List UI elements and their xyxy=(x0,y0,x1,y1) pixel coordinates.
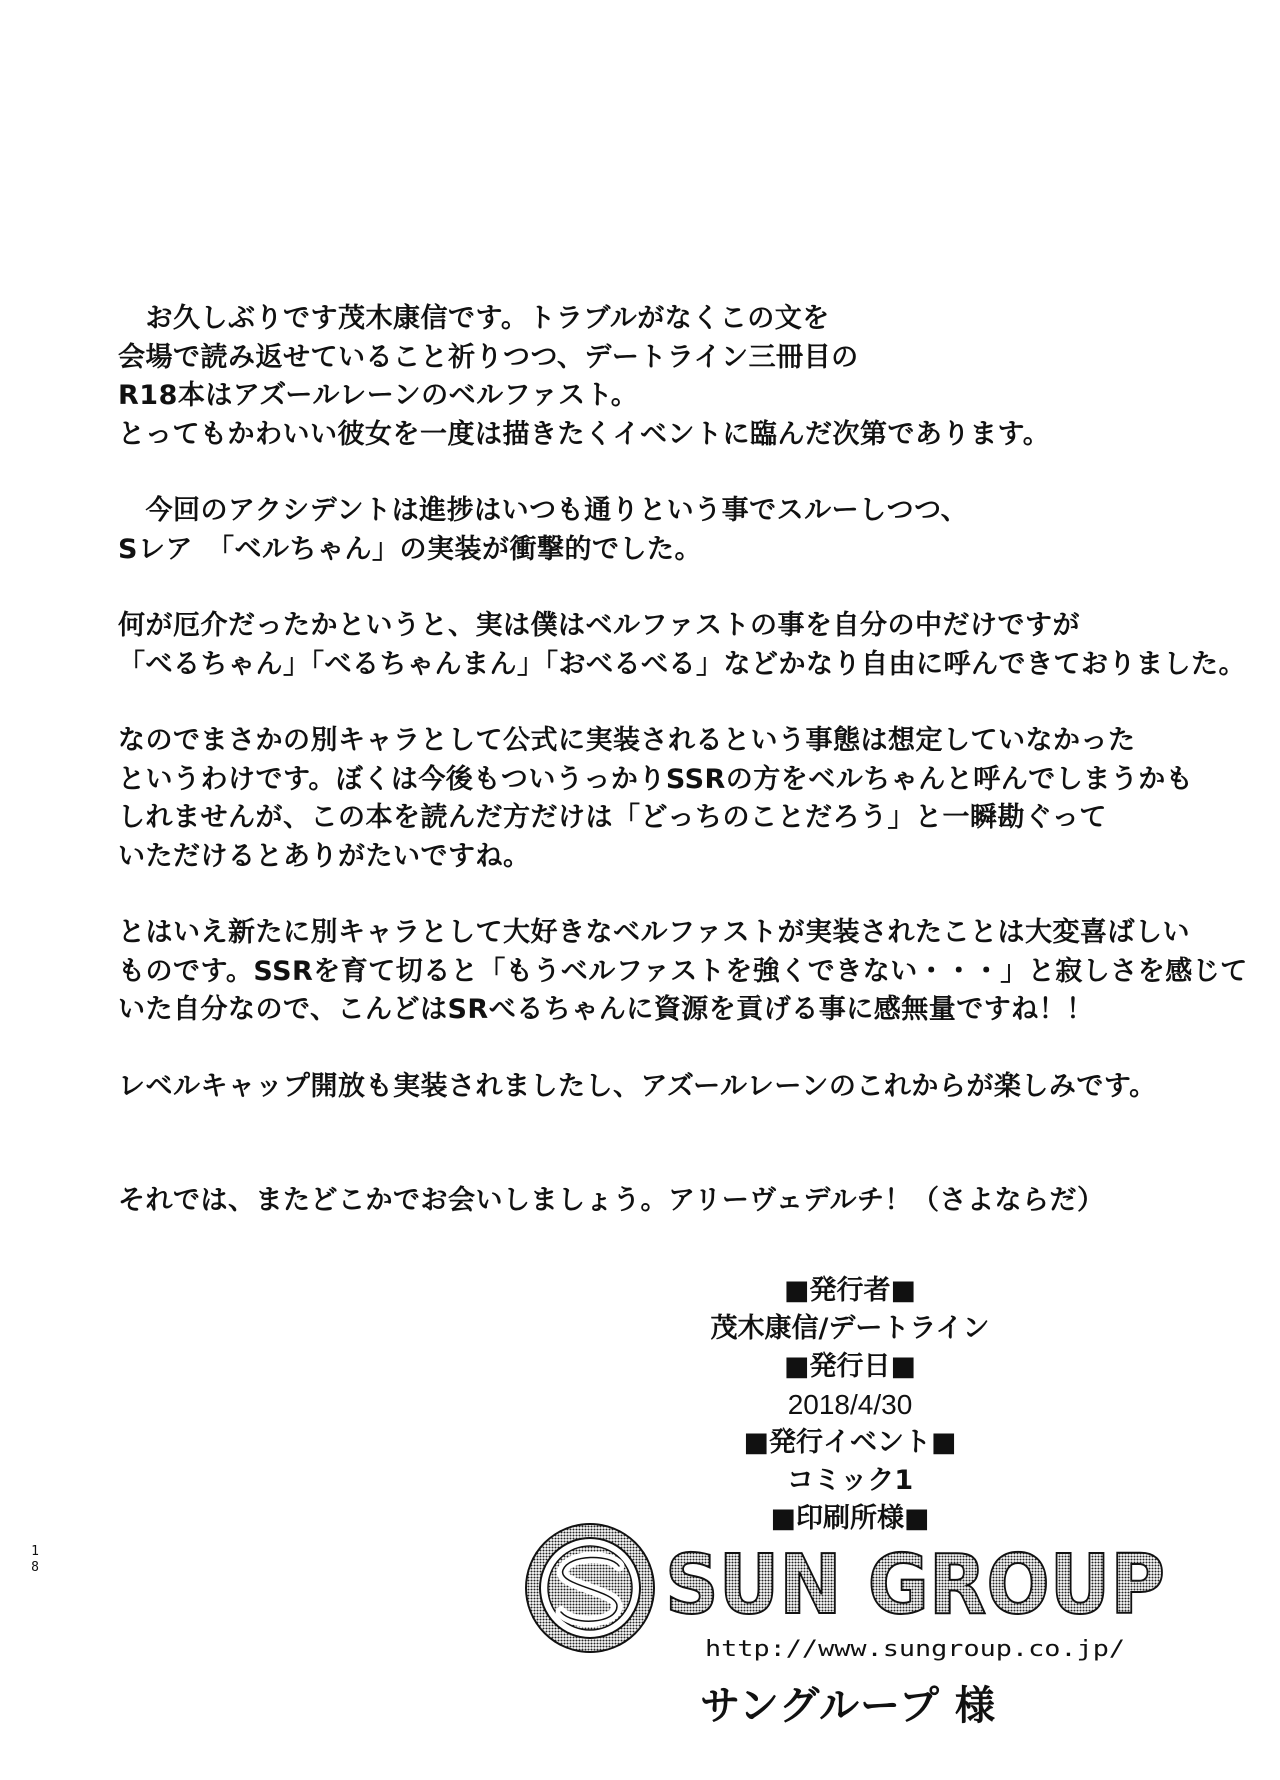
date-heading: ■発行日■ xyxy=(783,1351,917,1382)
afterword-paragraph-3 xyxy=(118,607,1246,684)
text-line: 「べるちゃん」「べるちゃんまん」「おべるべる」などかなり自由に呼んできておりました。 xyxy=(118,648,1246,680)
sun-group-emblem-icon xyxy=(526,1524,654,1652)
page-number-digit: 8 xyxy=(31,1560,39,1575)
event-name: コミック1 xyxy=(786,1465,914,1496)
afterword-paragraph-5 xyxy=(118,914,1248,1030)
publisher-heading: ■発行者■ xyxy=(783,1275,917,1306)
afterword-paragraph-6 xyxy=(118,1068,1198,1107)
text-line: いた自分なので、こんどはSRべるちゃんに資源を貢げる事に感無量ですね！！ xyxy=(118,994,1094,1025)
publish-date: 2018/4/30 xyxy=(787,1389,913,1420)
text-line: 会場で読み返せていること祈りつつ、デートライン三冊目の xyxy=(118,341,859,373)
colophon xyxy=(640,1272,1060,1538)
text-line: とはいえ新たに別キャラとして大好きなベルファストが実装されたことは大変喜ばしい xyxy=(118,917,1190,948)
text-line: Sレア 「ベルちゃん」の実装が衝撃的でした。 xyxy=(118,533,702,565)
text-line: いただけるとありがたいですね。 xyxy=(118,840,531,872)
text-line: 何が厄介だったかというと、実は僕はベルファストの事を自分の中だけですが xyxy=(118,610,1080,641)
afterword xyxy=(118,300,1248,1259)
text-line: レベルキャップ開放も実装されましたし、アズールレーンのこれからが楽しみです。 xyxy=(118,1070,1157,1102)
afterword-paragraph-2 xyxy=(118,492,1198,569)
text-line: お久しぶりです茂木康信です。トラブルがなくこの文を xyxy=(118,303,830,334)
text-line: それでは、またどこかでお会いしましょう。アリーヴェデルチ！（さよならだ） xyxy=(118,1185,1105,1216)
text-line: なのでまさかの別キャラとして公式に実装されるという事態は想定していなかった xyxy=(118,725,1136,756)
afterword-paragraph-4 xyxy=(118,722,1198,876)
page-number xyxy=(28,1544,42,1576)
text-line: というわけです。ぼくは今後もついうっかりSSRの方をベルちゃんと呼んでしまうかも xyxy=(118,763,1194,795)
sun-group-logo xyxy=(515,1516,1175,1666)
printer-heading: ■印刷所様■ xyxy=(770,1503,930,1534)
afterword-paragraph-1 xyxy=(118,300,1198,454)
event-heading: ■発行イベント■ xyxy=(743,1427,957,1458)
text-line: とってもかわいい彼女を一度は描きたくイベントに臨んだ次第であります。 xyxy=(118,418,1051,450)
sun-group-url: http://www.sungroup.co.jp/ xyxy=(705,1637,1125,1662)
farewell-line xyxy=(118,1182,1198,1221)
page-number-digit: 1 xyxy=(31,1544,39,1559)
sponsor-name: サングループ 様 xyxy=(700,1683,996,1729)
sun-group-wordmark: SUN GROUP xyxy=(665,1538,1165,1633)
text-line: R18本はアズールレーンのベルファスト。 xyxy=(118,380,639,411)
text-line: 今回のアクシデントは進捗はいつも通りという事でスルーしつつ、 xyxy=(118,495,969,526)
text-line: しれませんが、この本を読んだ方だけは「どっちのことだろう」と一瞬勘ぐって xyxy=(118,802,1107,833)
publisher-name: 茂木康信/デートライン xyxy=(710,1313,990,1344)
text-line: ものです。SSRを育て切ると「もうベルファストを強くできない・・・」と寂しさを感じて xyxy=(118,955,1248,987)
